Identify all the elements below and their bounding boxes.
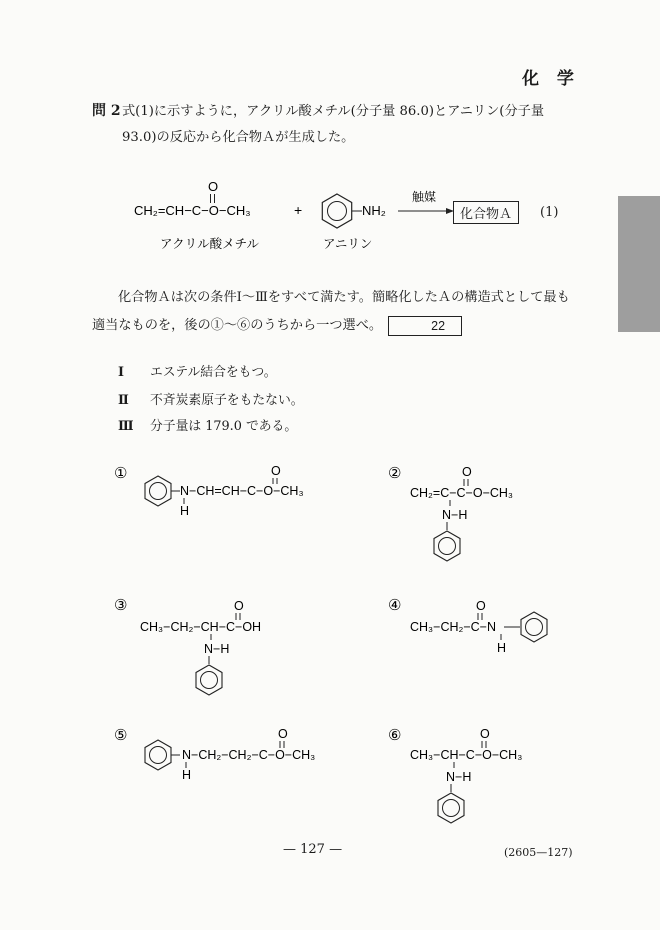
reactant2-name: アニリン — [323, 237, 373, 251]
answer-box[interactable]: 22 — [388, 316, 462, 336]
option-3[interactable] — [110, 590, 310, 710]
amine-h: H — [180, 504, 190, 518]
page-number: — 127 — — [283, 842, 343, 857]
subject-heading: 化 学 — [522, 69, 580, 89]
amine-h: H — [182, 768, 192, 782]
benzene-ring — [322, 194, 351, 228]
instruction-paragraph — [92, 284, 582, 340]
option-formula: CH₃−CH−C−O−CH₃ — [410, 748, 523, 762]
benzene-ring — [521, 612, 547, 642]
benzene-ring — [196, 665, 222, 695]
reactant1-name: アクリル酸メチル — [160, 237, 260, 251]
condition-number: Ⅲ — [118, 419, 134, 434]
plus-sign: + — [294, 202, 303, 218]
condition-1 — [118, 361, 277, 380]
option-number: ⑤ — [114, 727, 128, 744]
option-formula: CH₂=C−C−O−CH₃ — [410, 486, 514, 500]
option-formula: N−CH=CH−C−O−CH₃ — [180, 484, 304, 498]
carbonyl-o: O — [462, 465, 472, 479]
amide-h: H — [497, 641, 507, 655]
option-2[interactable] — [384, 458, 564, 578]
product-box: 化合物Ａ — [453, 201, 519, 224]
condition-number: Ⅰ — [118, 365, 124, 380]
option-number: ⑥ — [388, 727, 402, 744]
question-text: 式(1)に示すように，アクリル酸メチル(分子量 86.0)とアニリン(分子量 93.0)の反応から化合物Ａが生成した。 — [122, 104, 545, 145]
option-number: ④ — [388, 597, 402, 614]
catalyst-label: 触媒 — [412, 190, 437, 204]
option-formula: CH₃−CH₂−CH−C−OH — [140, 620, 262, 634]
benzene-ring — [145, 476, 171, 506]
amine-nh: N−H — [446, 770, 472, 784]
reactant2-nh2: NH₂ — [362, 203, 386, 218]
carbonyl-o: O — [480, 727, 490, 741]
question-label: 問 2 — [92, 103, 121, 119]
option-number: ③ — [114, 597, 128, 614]
carbonyl-o: O — [476, 599, 486, 613]
side-index-tab — [618, 196, 660, 332]
option-6[interactable] — [384, 720, 574, 840]
option-number: ② — [388, 465, 402, 482]
option-1[interactable] — [110, 458, 350, 528]
reaction-equation — [130, 172, 460, 254]
reactant1-formula: CH₂=CH−C−O−CH₃ — [134, 203, 251, 218]
benzene-ring — [145, 740, 171, 770]
equation-number: (1) — [540, 205, 559, 220]
condition-2 — [118, 389, 304, 408]
instruction-text: 化合物Ａは次の条件Ⅰ～Ⅲをすべて満たす。簡略化したＡの構造式として最も適当なものを，後の①～⑥のうちから一つ選べ。 — [92, 290, 570, 333]
option-number: ① — [114, 465, 128, 482]
condition-number: Ⅱ — [118, 393, 129, 408]
carbonyl-o: O — [271, 464, 281, 478]
amine-nh: N−H — [442, 508, 468, 522]
amine-nh: N−H — [204, 642, 230, 656]
option-4[interactable] — [384, 590, 574, 660]
option-formula: N−CH₂−CH₂−C−O−CH₃ — [182, 748, 316, 762]
benzene-ring — [438, 793, 464, 823]
condition-text: エステル結合をもつ。 — [150, 365, 277, 380]
reactant1-carbonyl-o: O — [208, 179, 219, 194]
benzene-ring — [434, 531, 460, 561]
condition-3 — [118, 415, 297, 434]
carbonyl-o: O — [278, 727, 288, 741]
condition-text: 分子量は 179.0 である。 — [150, 419, 298, 434]
carbonyl-o: O — [234, 599, 244, 613]
condition-text: 不斉炭素原子をもたない。 — [150, 393, 304, 408]
footer-code: (2605—127) — [504, 846, 573, 859]
option-5[interactable] — [110, 720, 350, 790]
option-formula: CH₃−CH₂−C−N — [410, 620, 497, 634]
